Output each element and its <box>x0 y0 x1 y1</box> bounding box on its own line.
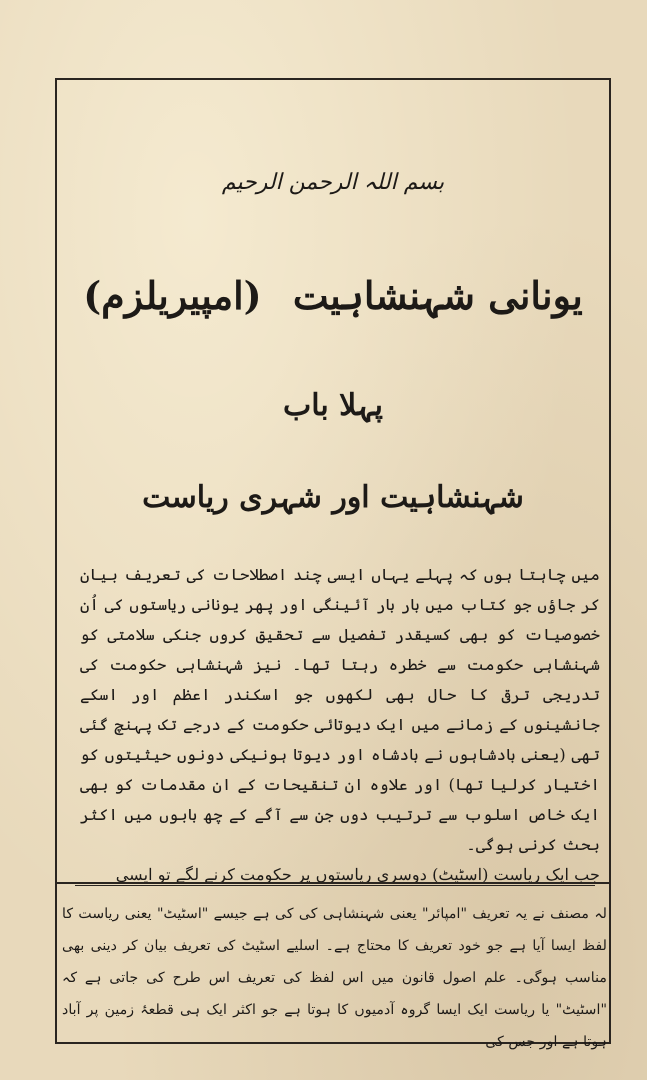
title-text: یونانی شہنشاہیت <box>292 273 583 318</box>
book-title <box>55 275 611 317</box>
chapter-heading: پہلا باب <box>282 388 383 423</box>
section-heading: شہنشاہیت اور شہری ریاست <box>142 480 524 515</box>
footnote-divider-inner <box>75 885 595 886</box>
footnote <box>62 898 607 1058</box>
footnote-text: لہ مصنف نے یہ تعریف "امپائر" یعنی شہنشاہی کی کی ہے جیسے "اسٹیٹ" یعنی ریاست کا لفظ ایسا آیا ہے جو خود تعریف کا محتاج ہے۔ اسلیے اسٹیٹ کی تعریف بیان کر دینی بھی مناسب ہوگی۔ علم اصول قانون میں اس لفظ کی تعریف اس طرح کی جاتی ہے کہ "اسٹیٹ" یا ریاست ایک ایسا گروہ آدمیوں کا ہوتا ہے جو اکثر ایک ہی قطعۂ زمین پر آباد ہوتا ہے اور جس کی <box>62 906 607 1050</box>
footnote-divider <box>55 882 611 884</box>
title-subtitle: (امپیریلزم) <box>83 273 262 318</box>
body-paragraph: جب ایک ریاست (اسٹیٹ) دوسری ریاستوں پر حکومت کرنے لگے تو ایسی <box>115 865 600 884</box>
body-text <box>80 560 600 890</box>
bismillah-heading: بسم اللہ الرحمن الرحیم <box>221 170 445 195</box>
body-paragraph: میں چاہتا ہوں کہ پہلے یہاں ایسی چند اصطلاحات کی تعریف بیان کر جاؤں جو کتاب میں بار بار آئینگی اور پھر یونانی ریاستوں کی اُن خصوصیات کو بھی کسیقدر تفصیل سے تحقیق کروں جنکی سلامتی کو شہنشاہی حکومت سے خطرہ رہتا تھا۔ نیز شہنشاہی حکومت کی تدریجی ترقی کا حال بھی لکھوں جو اسکندر اعظم اور اسکے جانشینوں کے زمانے میں ایک دیوتائی حکومت کے درجے تک پہنچ گئی تھی (یعنی بادشاہوں نے بادشاہ اور دیوتا ہونیکی دونوں حیثیتوں کو اختیار کرلیا تھا) اور علاوہ ان تنقیحات کے ان مقدمات کو بھی ایک خاص اسلوب سے ترتیب دوں جن سے آگے کے چھ بابوں میں اکثر بحث کرنی ہوگی۔ <box>80 565 600 854</box>
